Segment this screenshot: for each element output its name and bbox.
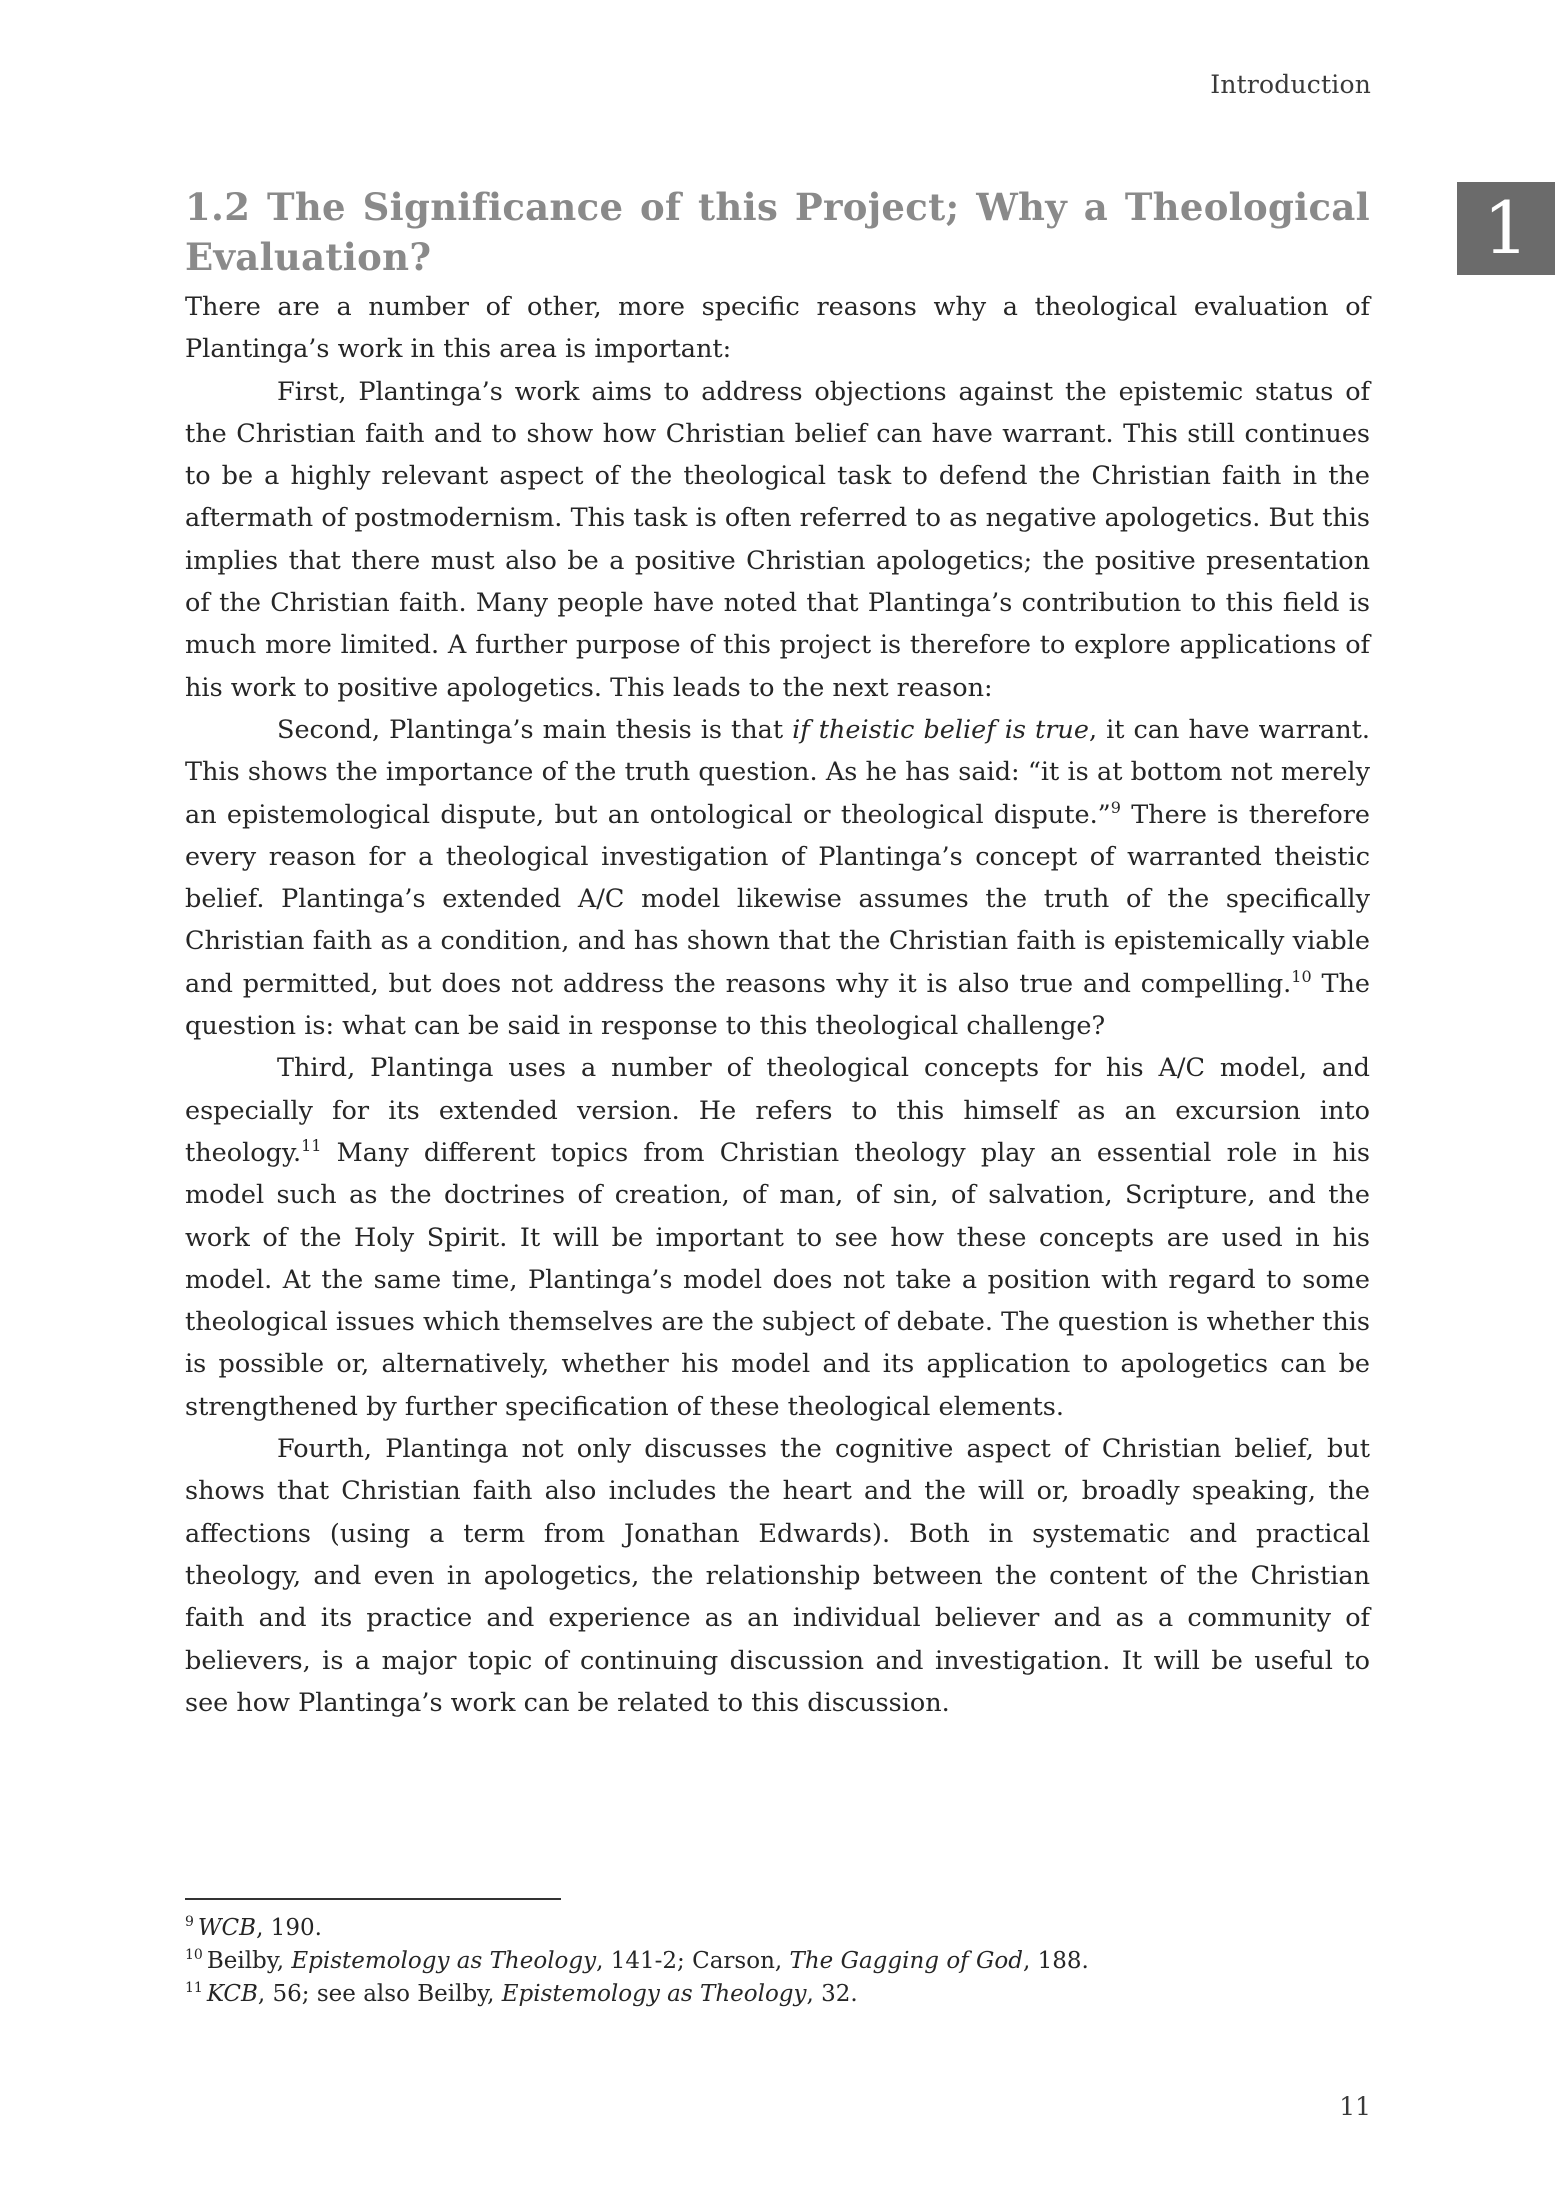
- footnote-number: 11: [185, 1980, 203, 1996]
- footnote-title: KCB: [206, 1981, 258, 2007]
- footnote-title: Epistemology as Theology: [501, 1981, 807, 2007]
- footnote-title: The Gagging of God: [789, 1948, 1023, 1974]
- footnote-ref-10[interactable]: 10: [1291, 966, 1312, 986]
- paragraph-second-mid2: There is therefore every reason for a theological investigation of Plantinga’s concept of warranted theistic belief. Plantinga’s extended A/C model likewise assumes the truth of the specifically Christian faith as a condition, and has shown that the Christian faith is epistemically viable and permitted, but does not address the reasons why it is also true and compelling.: [185, 799, 1370, 999]
- paragraph-second-end: The question is: what can be said in response to this theological challenge?: [185, 968, 1370, 1042]
- footnote-11: [185, 1978, 1370, 2011]
- footnote-title: WCB: [197, 1915, 257, 1941]
- footnote-title: Epistemology as Theology: [291, 1948, 597, 1974]
- footnote-text: Beilby,: [206, 1948, 292, 1974]
- footnote-ref-11[interactable]: 11: [301, 1135, 322, 1155]
- main-content: [185, 182, 1370, 1724]
- paragraph-fourth: Fourth, Plantinga not only discusses the cognitive aspect of Christian belief, but shows that Christian faith also includes the heart and the will or, broadly speaking, the affections (using a term from Jonathan Edwards). Both in systematic and practical theology, and even in apologetics, the relationship between the content of the Christian faith and its practice and experience as an individual believer and as a community of believers, is a major topic of continuing discussion and investigation. It will be useful to see how Plantinga’s work can be related to this discussion.: [185, 1434, 1370, 1718]
- footnote-number: 10: [185, 1947, 203, 1963]
- footnotes: [185, 1912, 1370, 2011]
- footnote-9: [185, 1912, 1370, 1945]
- footnote-text: , 32.: [806, 1981, 858, 2007]
- paragraph-first: First, Plantinga’s work aims to address objections against the epistemic status of the Christian faith and to show how Christian belief can have warrant. This still continues to be a highly relevant aspect of the theological task to defend the Christian faith in the aftermath of postmodernism. This task is often referred to as negative apologetics. But this implies that there must also be a positive Christian apologetics; the positive presentation of the Christian faith. Many people have noted that Plantinga’s contribution to this field is much more limited. A further purpose of this project is therefore to explore applications of his work to positive apologetics. This leads to the next reason:: [185, 376, 1370, 703]
- paragraph-second-start: Second, Plantinga’s main thesis is that: [277, 714, 793, 745]
- footnote-text: , 190.: [256, 1915, 322, 1941]
- paragraph-second-emphasis: if theistic belief is true: [792, 714, 1089, 745]
- page-number: 11: [1339, 2092, 1371, 2121]
- paragraph-third: [185, 1047, 1370, 1428]
- section-heading: 1.2 The Significance of this Project; Why a Theological Evaluation?: [185, 185, 1370, 279]
- paragraph-third-start: Third, Plantinga uses a number of theological concepts for his A/C model, and especially for its extended version. He refers to this himself as an excursion into theology.: [185, 1053, 1370, 1168]
- paragraph-second-mid: , it can have warrant. This shows the importance of the truth question. As he has said: “it is at bottom not merely an epistemological dispute, but an ontological or theological dispute.”: [185, 714, 1370, 830]
- footnote-10: [185, 1945, 1370, 1978]
- running-head: Introduction: [1210, 70, 1371, 99]
- footnote-ref-9[interactable]: 9: [1110, 797, 1121, 817]
- intro-paragraph: There are a number of other, more specific reasons why a theological evaluation of Plantinga’s work in this area is important:: [185, 292, 1370, 365]
- paragraph-third-end: Many different topics from Christian theology play an essential role in his model such as the doctrines of creation, of man, of sin, of salvation, Scripture, and the work of the Holy Spirit. It will be important to see how these concepts are used in his model. At the same time, Plantinga’s model does not take a position with regard to some theological issues which themselves are the subject of debate. The question is whether this is possible or, alternatively, whether his model and its application to apologetics can be strengthened by further specification of these theological elements.: [185, 1137, 1370, 1422]
- chapter-number-tab: 1: [1457, 182, 1555, 275]
- footnote-divider: [185, 1898, 561, 1900]
- footnote-text: , 188.: [1022, 1948, 1089, 1974]
- footnote-number: 9: [185, 1914, 194, 1930]
- paragraph-second: [185, 709, 1370, 1047]
- footnote-text: , 141-2; Carson,: [596, 1948, 790, 1974]
- footnote-text: , 56; see also Beilby,: [257, 1981, 502, 2007]
